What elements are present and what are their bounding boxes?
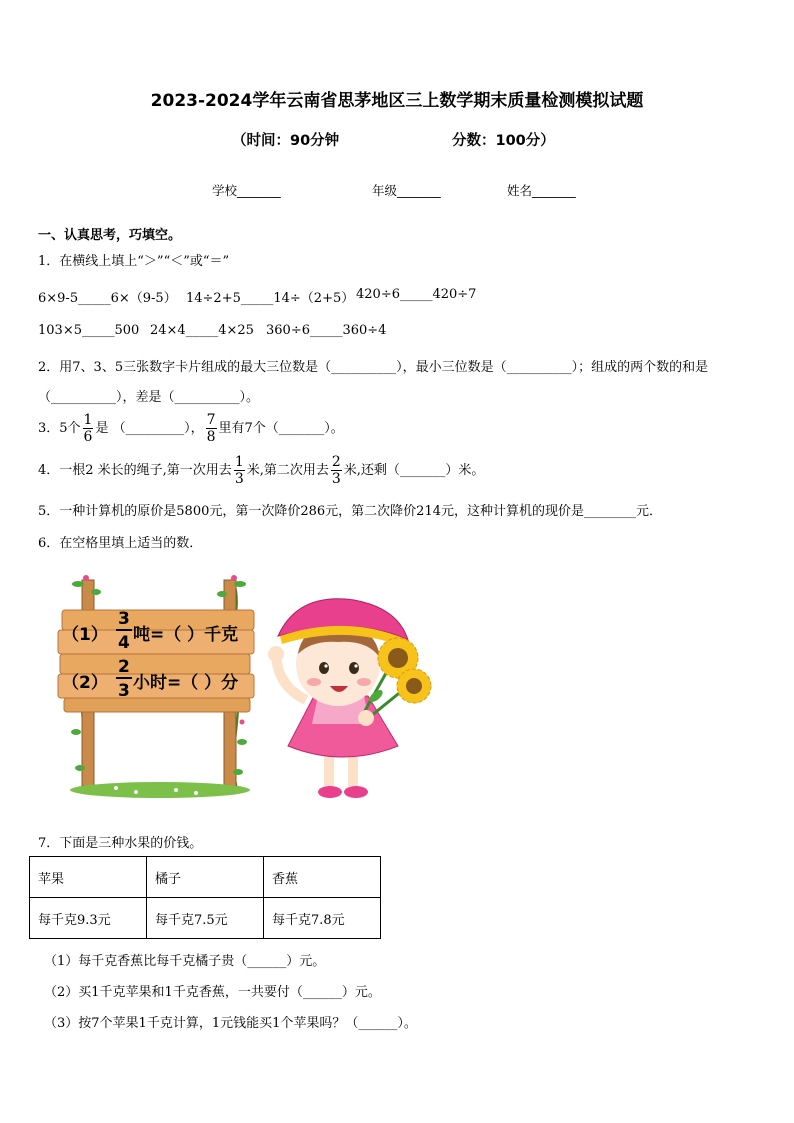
table-header-cell: 苹果: [30, 857, 147, 898]
question-1-stem: 1．在横线上填上“＞”“＜”或“＝”: [38, 254, 230, 269]
girl-with-sunflowers-illustration: [258, 596, 436, 806]
question-4: [38, 454, 484, 488]
fruit-price-table: [29, 856, 381, 939]
wooden-sign-illustration: [56, 572, 262, 804]
fraction-1-6: [83, 413, 94, 444]
q1-item: 360÷6_____360÷4: [266, 323, 387, 338]
page-title: 2023-2024学年云南省思茅地区三上数学期末质量检测模拟试题: [150, 91, 644, 111]
sunflower-icon: [397, 669, 431, 703]
fraction-1-3: [234, 455, 245, 486]
grade-field: 年级_______: [372, 183, 441, 198]
table-cell: 每千克7.5元: [147, 898, 264, 939]
sign-2-prefix: （2）: [62, 673, 108, 693]
fraction-denominator: 8: [206, 429, 216, 445]
q3-text-b: 是 （_________），: [95, 421, 204, 436]
sign-2-suffix: 小时=（ ）分: [133, 673, 239, 693]
table-cell: 每千克7.8元: [264, 898, 381, 939]
fraction-numerator: 1: [234, 454, 244, 470]
time-label: （时间：90分钟: [232, 133, 340, 149]
q3-text-c: 里有7个（_______）。: [218, 421, 344, 436]
question-5: 5．一种计算机的原价是5800元，第一次降价286元，第二次降价214元，这种计算机的现价是________元．: [38, 504, 662, 519]
name-field: 姓名_______: [507, 183, 576, 198]
fraction-denominator: 3: [234, 471, 244, 487]
school-field: 学校_______: [212, 183, 281, 198]
table-row: [30, 898, 381, 939]
sign-1-prefix: （1）: [62, 625, 108, 645]
table-header-cell: 橘子: [147, 857, 264, 898]
q4-text-c: 米,还剩（_______）米。: [343, 463, 485, 478]
fraction-denominator: 3: [331, 471, 341, 487]
sign-2-denominator: 3: [118, 681, 130, 701]
q1-item: 6×9-5_____6×（9-5）: [38, 291, 177, 306]
question-7-stem: 7．下面是三种水果的价钱。: [38, 836, 203, 851]
question-3: [38, 412, 344, 446]
fraction-7-8: [206, 413, 217, 444]
section-heading: 一、认真思考，巧填空。: [38, 228, 182, 243]
table-cell: 每千克9.3元: [30, 898, 147, 939]
q7-sub-1: （1）每千克香蕉比每千克橘子贵（______）元。: [44, 954, 326, 969]
sign-2-numerator: 2: [118, 657, 130, 677]
table-header-cell: 香蕉: [264, 857, 381, 898]
q7-sub-3: （3）按7个苹果1千克计算，1元钱能买1个苹果吗？（______）。: [44, 1016, 417, 1031]
q4-text-a: 4．一根2 米长的绳子,第一次用去: [38, 463, 232, 478]
question-6-stem: 6．在空格里填上适当的数．: [38, 536, 203, 551]
q1-item: 420÷6_____420÷7: [356, 287, 477, 302]
q3-text-a: 3．5个: [38, 421, 81, 436]
question-2-line-2: （__________），差是（__________）。: [38, 390, 260, 405]
question-2-line-1: 2．用7、3、5三张数字卡片组成的最大三位数是（__________），最小三位数是（__________）；组成的两个数的和是: [38, 360, 709, 375]
sign-1-numerator: 3: [118, 609, 130, 629]
q1-item: 14÷2+5_____14÷（2+5）: [186, 291, 355, 306]
fraction-numerator: 1: [83, 412, 93, 428]
score-label: 分数：100分）: [452, 133, 555, 149]
q1-item: 103×5_____500: [38, 323, 140, 338]
fraction-2-3: [331, 455, 342, 486]
fraction-numerator: 7: [206, 412, 216, 428]
table-row: [30, 857, 381, 898]
fraction-numerator: 2: [331, 454, 341, 470]
fraction-denominator: 6: [83, 429, 93, 445]
q4-text-b: 米,第二次用去: [246, 463, 329, 478]
q7-sub-2: （2）买1千克苹果和1千克香蕉，一共要付（______）元。: [44, 985, 381, 1000]
sign-1-suffix: 吨=（ ）千克: [133, 625, 239, 645]
sign-1-denominator: 4: [118, 633, 130, 653]
q1-item: 24×4_____4×25: [150, 323, 254, 338]
